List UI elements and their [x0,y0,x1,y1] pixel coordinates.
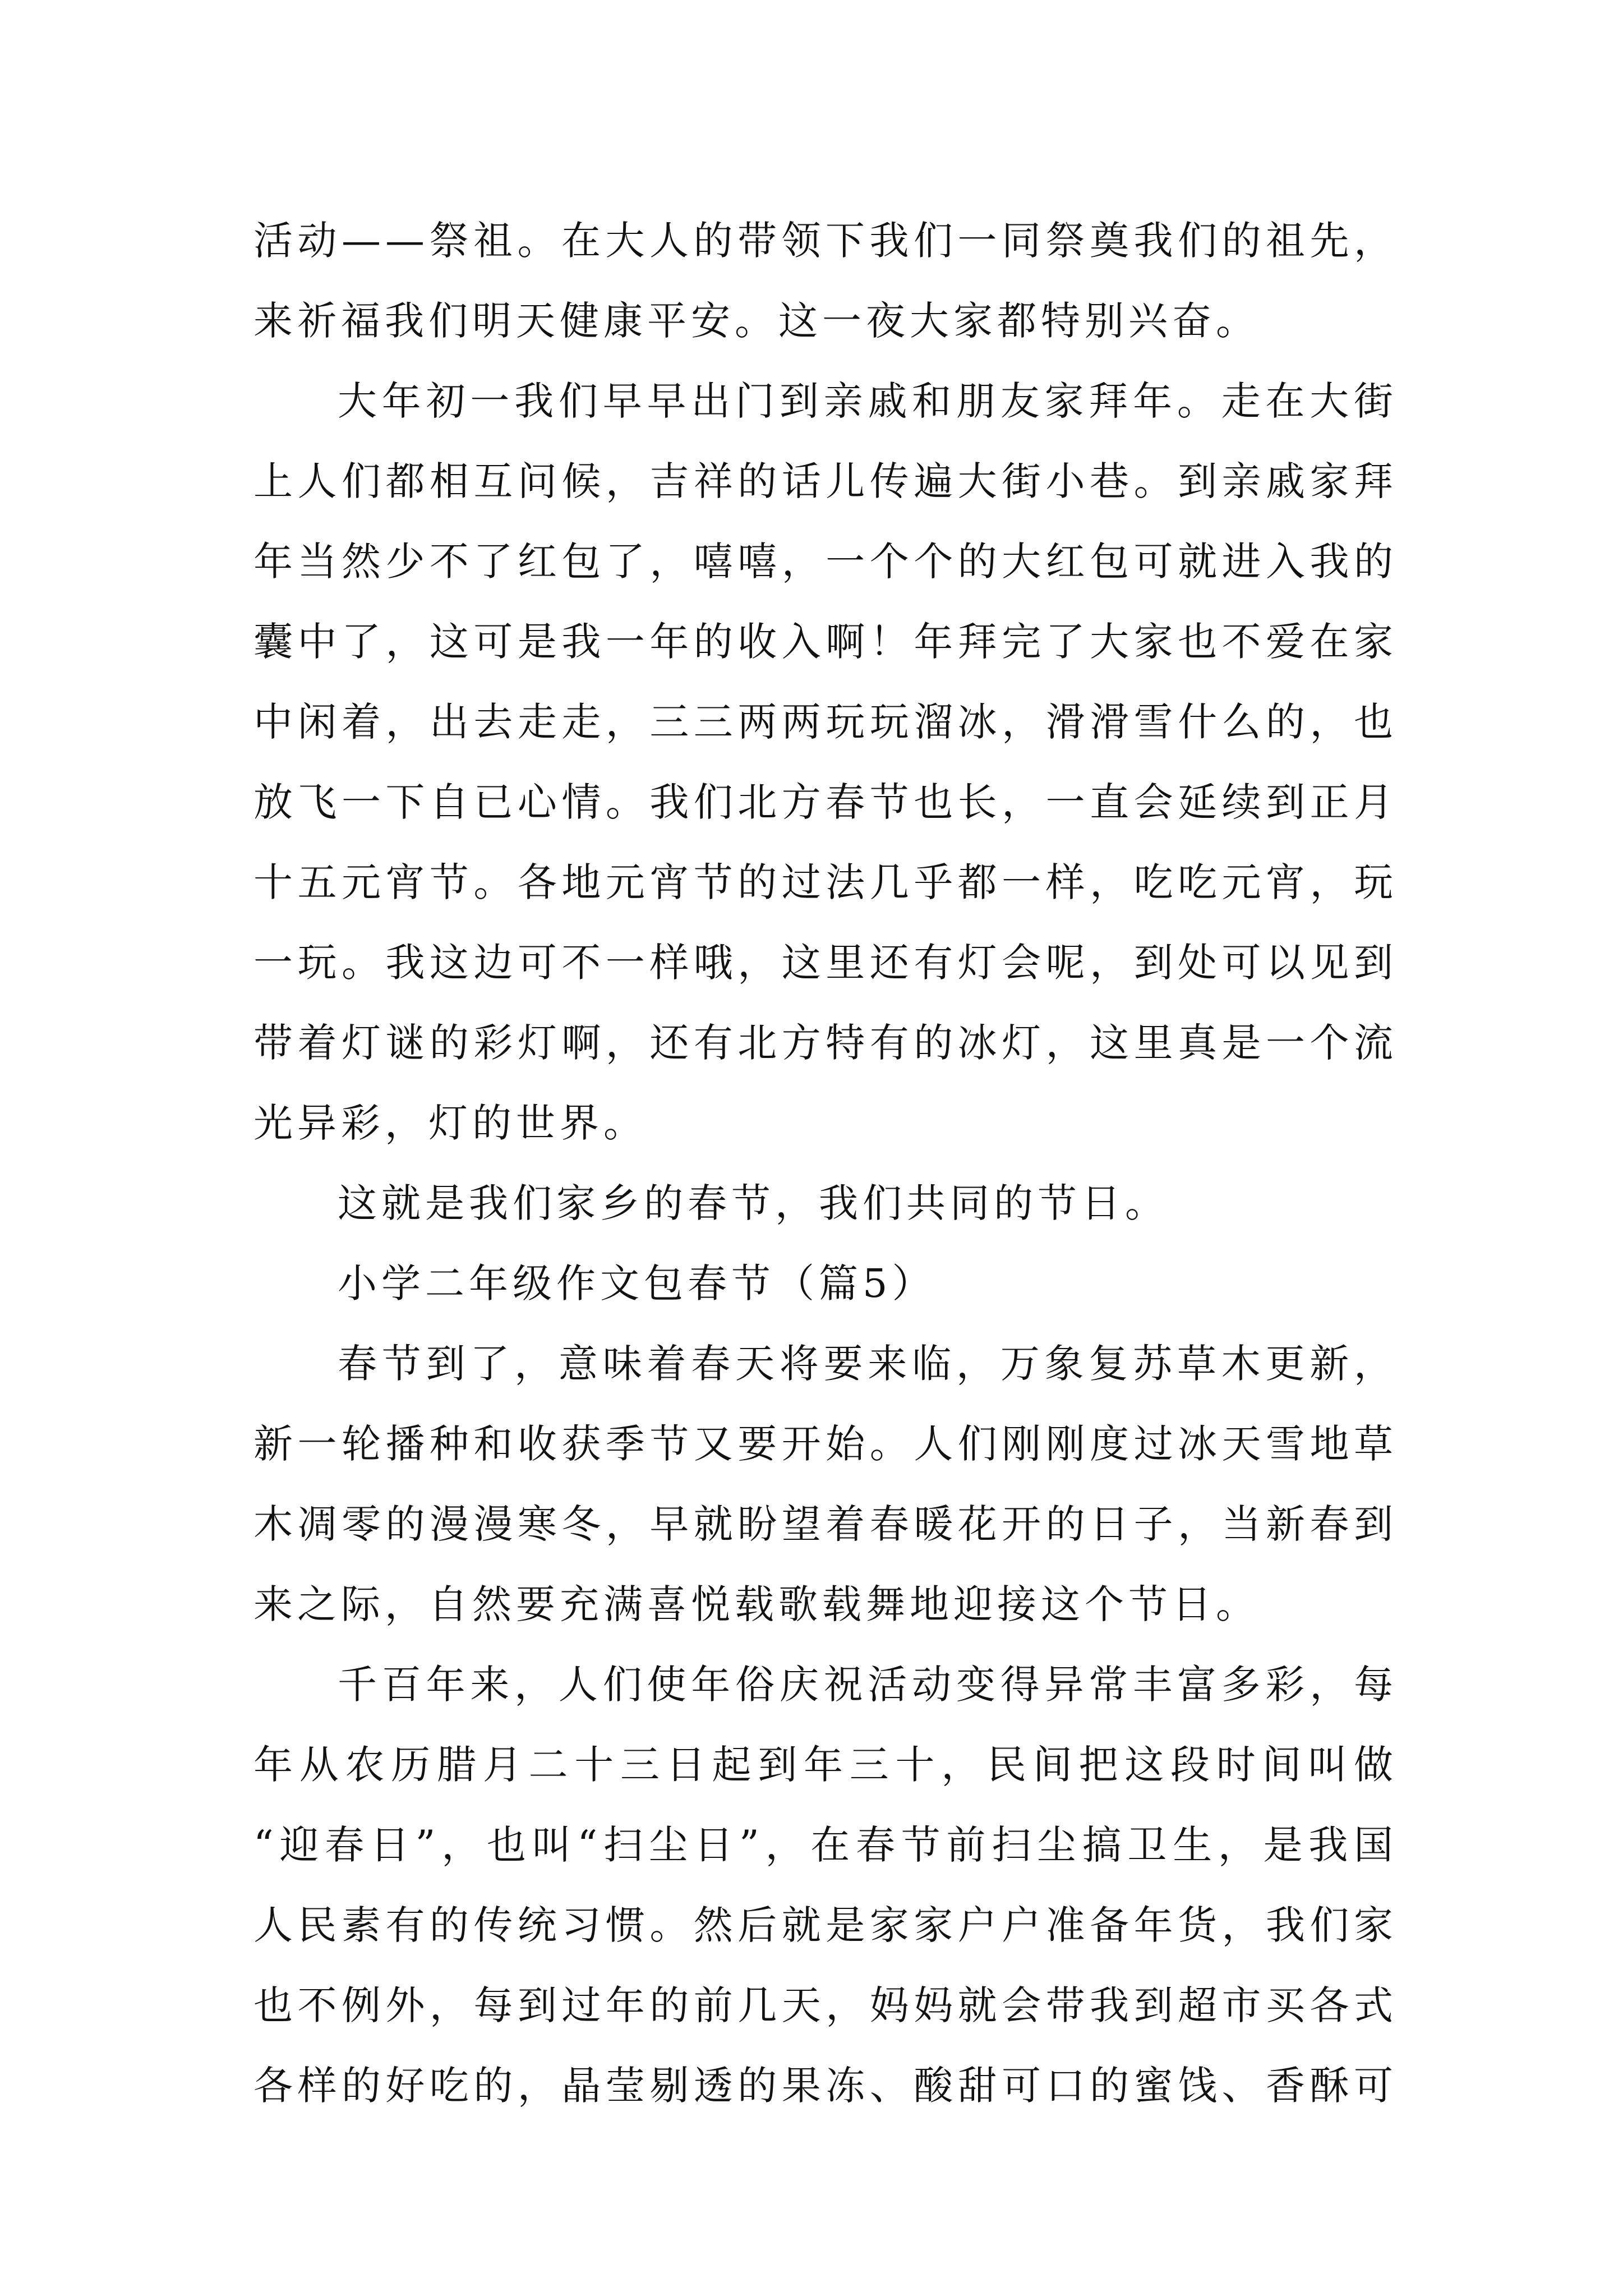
text-line: 上人们都相互问候，吉祥的话儿传遍大街小巷。到亲戚家拜 [253,458,1398,504]
text-line: 人民素有的传统习惯。然后就是家家户户准备年货，我们家 [253,1902,1398,1948]
text-line: 放飞一下自已心情。我们北方春节也长，一直会延续到正月 [253,779,1398,825]
text-line: 来祈福我们明天健康平安。这一夜大家都特别兴奋。 [253,298,1260,344]
text-line: 活动——祭祖。在大人的带领下我们一同祭奠我们的祖先， [253,218,1398,264]
document-body [253,201,1398,2126]
paragraph-start-line: 大年初一我们早早出门到亲戚和朋友家拜年。走在大街 [338,378,1398,424]
text-line: 来之际，自然要充满喜悦载歌载舞地迎接这个节日。 [253,1581,1260,1627]
text-line: 年从农历腊月二十三日起到年三十，民间把这段时间叫做 [253,1742,1398,1788]
text-line: “迎春日”，也叫“扫尘日”，在春节前扫尘搞卫生，是我国 [253,1822,1398,1868]
text-line: 囊中了，这可是我一年的收入啊！年拜完了大家也不爱在家 [253,619,1398,665]
text-line: 木凋零的漫漫寒冬，早就盼望着春暖花开的日子，当新春到 [253,1501,1398,1547]
text-line: 新一轮播种和收获季节又要开始。人们刚刚度过冰天雪地草 [253,1421,1398,1467]
text-line: 光异彩，灯的世界。 [253,1100,647,1146]
text-line: 中闲着，出去走走，三三两两玩玩溜冰，滑滑雪什么的，也 [253,699,1398,745]
paragraph-start-line: 春节到了，意味着春天将要来临，万象复苏草木更新， [338,1341,1398,1387]
text-line: 年当然少不了红包了，嘻嘻，一个个的大红包可就进入我的 [253,539,1398,585]
text-line: 带着灯谜的彩灯啊，还有北方特有的冰灯，这里真是一个流 [253,1020,1398,1066]
paragraph-start-line: 千百年来，人们使年俗庆祝活动变得异常丰富多彩，每 [338,1662,1398,1708]
section-heading: 小学二年级作文包春节（篇5） [338,1260,936,1306]
text-line: 一玩。我这边可不一样哦，这里还有灯会呢，到处可以见到 [253,940,1398,986]
text-line: 各样的好吃的，晶莹剔透的果冻、酸甜可口的蜜饯、香酥可 [253,2063,1398,2109]
text-line: 也不例外，每到过年的前几天，妈妈就会带我到超市买各式 [253,1982,1398,2028]
paragraph-start-line: 这就是我们家乡的春节，我们共同的节日。 [338,1180,1169,1226]
text-line: 十五元宵节。各地元宵节的过法几乎都一样，吃吃元宵，玩 [253,859,1398,905]
